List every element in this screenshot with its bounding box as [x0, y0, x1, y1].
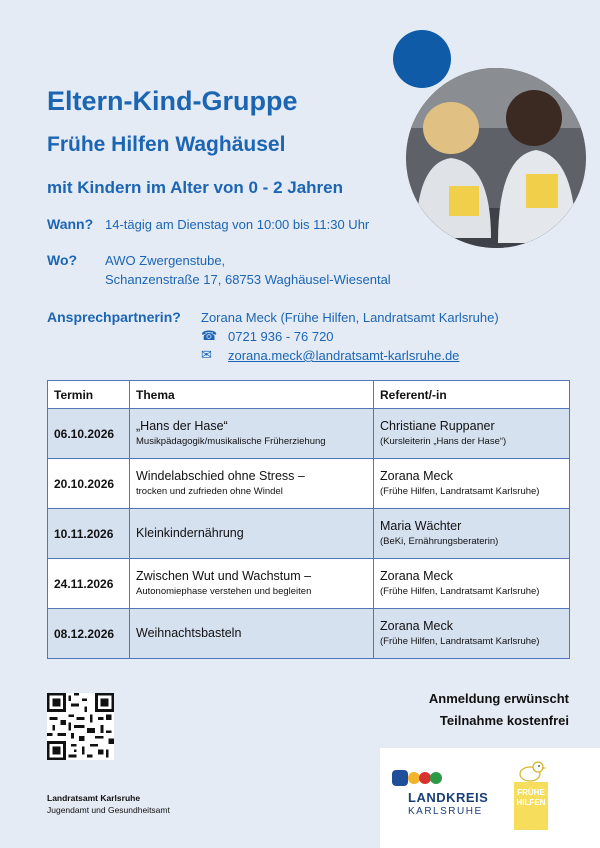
registration-required: Anmeldung erwünscht — [428, 691, 569, 706]
contact-email-link[interactable]: zorana.meck@landratsamt-karlsruhe.de — [228, 348, 460, 363]
row-topic — [130, 459, 374, 509]
contact-name: Zorana Meck (Frühe Hilfen, Landratsamt Karlsruhe) — [201, 310, 499, 325]
row-date: 08.12.2026 — [48, 609, 130, 659]
row-date: 06.10.2026 — [48, 409, 130, 459]
participation-free: Teilnahme kostenfrei — [439, 713, 569, 728]
speaker-role: (Frühe Hilfen, Landratsamt Karlsruhe) — [380, 486, 540, 497]
speaker-name: Zorana Meck — [380, 619, 453, 633]
registration-note — [429, 688, 569, 732]
speaker-name: Zorana Meck — [380, 569, 453, 583]
speaker-name: Maria Wächter — [380, 519, 462, 533]
where-line-1: AWO Zwergenstube, — [105, 253, 226, 268]
row-speaker — [374, 409, 570, 459]
row-topic — [130, 609, 374, 659]
fh-line-2: HILFEN — [516, 798, 546, 807]
when-label: Wann? — [47, 216, 94, 232]
where-line-2: Schanzenstraße 17, 68753 Waghäusel-Wiesental — [105, 272, 391, 287]
page-title: Eltern-Kind-Gruppe — [47, 86, 298, 116]
row-speaker — [374, 559, 570, 609]
where-label: Wo? — [47, 252, 78, 268]
contact-phone[interactable]: 0721 936 - 76 720 — [228, 329, 334, 344]
speaker-role: (Frühe Hilfen, Landratsamt Karlsruhe) — [380, 636, 540, 647]
mail-icon: ✉ — [201, 347, 212, 362]
table-row — [48, 409, 570, 459]
row-topic — [130, 409, 374, 459]
speaker-name: Christiane Ruppaner — [380, 419, 495, 433]
topic-title: Windelabschied ohne Stress – — [136, 469, 305, 483]
table-row — [48, 609, 570, 659]
children-photo — [406, 68, 586, 248]
table-header-row — [48, 381, 570, 409]
topic-title: Kleinkindernährung — [136, 526, 244, 540]
children-photo-illustration — [406, 68, 586, 248]
row-speaker — [374, 509, 570, 559]
phone-icon: ☎ — [201, 328, 218, 343]
topic-title: Weihnachtsbasteln — [136, 626, 242, 640]
table-row — [48, 509, 570, 559]
contact-label: Ansprechpartnerin? — [47, 309, 181, 325]
speaker-role: (Kursleiterin „Hans der Hase“) — [380, 436, 507, 447]
organization-footer — [47, 792, 170, 816]
speaker-role: (BeKi, Ernährungsberaterin) — [380, 536, 499, 547]
topic-title: „Hans der Hase“ — [136, 419, 228, 433]
column-header-date: Termin — [48, 381, 130, 409]
column-header-topic: Thema — [130, 381, 374, 409]
fruehe-hilfen-logo-text — [514, 788, 548, 808]
speaker-role: (Frühe Hilfen, Landratsamt Karlsruhe) — [380, 586, 540, 597]
row-topic — [130, 509, 374, 559]
topic-subtitle: trocken und zufrieden ohne Windel — [136, 486, 283, 497]
landkreis-logo-icon — [392, 766, 442, 788]
fh-line-1: FRÜHE — [517, 788, 545, 797]
org-name: Landratsamt Karlsruhe — [47, 793, 141, 803]
row-date: 20.10.2026 — [48, 459, 130, 509]
age-range: mit Kindern im Alter von 0 - 2 Jahren — [47, 178, 343, 197]
row-speaker — [374, 459, 570, 509]
topic-subtitle: Autonomiephase verstehen und begleiten — [136, 586, 312, 597]
column-header-speaker: Referent/-in — [374, 381, 570, 409]
row-topic — [130, 559, 374, 609]
landkreis-logo-name: LANDKREIS — [408, 790, 489, 805]
landkreis-logo-sub: KARLSRUHE — [408, 806, 483, 817]
qr-code-graphic — [47, 693, 114, 760]
qr-code[interactable] — [47, 693, 114, 760]
row-date: 10.11.2026 — [48, 509, 130, 559]
topic-title: Zwischen Wut und Wachstum – — [136, 569, 312, 583]
row-date: 24.11.2026 — [48, 559, 130, 609]
org-department: Jugendamt und Gesundheitsamt — [47, 805, 170, 815]
speaker-name: Zorana Meck — [380, 469, 453, 483]
schedule-table — [47, 380, 570, 659]
decorative-circle — [393, 30, 451, 88]
table-row — [48, 559, 570, 609]
topic-subtitle: Musikpädagogik/musikalische Früherziehung — [136, 436, 326, 447]
table-row — [48, 459, 570, 509]
when-value: 14-tägig am Dienstag von 10:00 bis 11:30 Uhr — [105, 217, 370, 232]
page-subtitle: Frühe Hilfen Waghäusel — [47, 133, 286, 156]
row-speaker — [374, 609, 570, 659]
bird-icon — [516, 758, 548, 784]
